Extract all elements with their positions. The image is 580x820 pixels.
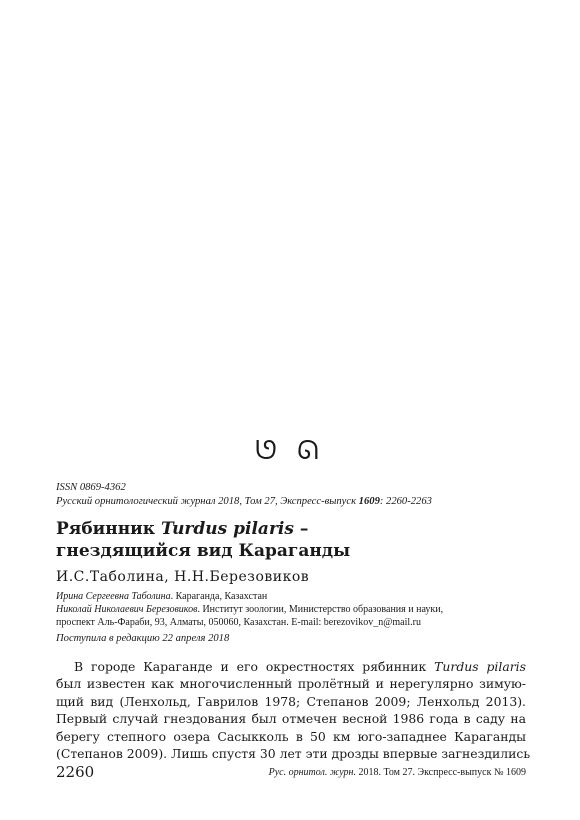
page-range: : 2260-2263 (379, 496, 432, 507)
body-line: Первый случай гнездования был отмечен весной 1986 года в саду на (56, 711, 526, 727)
body-line: В городе Караганде и его окрестностях рябинник Turdus pilaris (74, 659, 526, 674)
received-date: Поступила в редакцию 22 апреля 2018 (56, 633, 230, 644)
title-line-2: гнездящийся вид Караганды (56, 541, 351, 561)
affiliation-1: Ирина Сергеевна Таболина. Караганда, Казахстан (56, 591, 268, 602)
body-line: берегу степного озера Сасыкколь в 50 км юго-западнее Караганды (56, 728, 526, 744)
article-body (56, 658, 531, 762)
body-line: был известен как многочисленный пролётный и нерегулярно зимую- (56, 676, 526, 692)
author-list: И.С.Таболина, Н.Н.Березовиков (56, 569, 310, 585)
species-name: Turdus pilaris (160, 519, 294, 539)
page-number: 2260 (56, 763, 95, 781)
section-ornament: ᘎ ᘏ (255, 436, 325, 466)
issue-number: 1609 (358, 496, 380, 507)
body-line: (Степанов 2009). Лишь спустя 30 лет эти дрозды впервые загнездились (56, 746, 531, 762)
article-title (56, 518, 526, 562)
issn-line: ISSN 0869-4362 (56, 482, 126, 493)
affiliation-2: Николай Николаевич Березовиков. Институт зоологии, Министерство образования и науки, (56, 604, 444, 615)
affiliation-2-address: проспект Аль-Фараби, 93, Алматы, 050060, Казахстан. E-mail: berezovikov_n@mail.ru (56, 617, 422, 628)
journal-citation-text: Русский орнитологический журнал 2018, Том 27, Экспресс-выпуск (56, 496, 359, 507)
title-line-1: Рябинник Turdus pilaris – (56, 519, 309, 539)
running-footer: Рус. орнитол. журн. 2018. Том 27. Экспресс-выпуск № 1609 (268, 767, 526, 778)
body-line: щий вид (Ленхольд, Гаврилов 1978; Степанов 2009; Ленхольд 2013). (56, 693, 526, 709)
journal-citation-line (56, 495, 526, 509)
species-name: Turdus pilaris (434, 659, 526, 674)
